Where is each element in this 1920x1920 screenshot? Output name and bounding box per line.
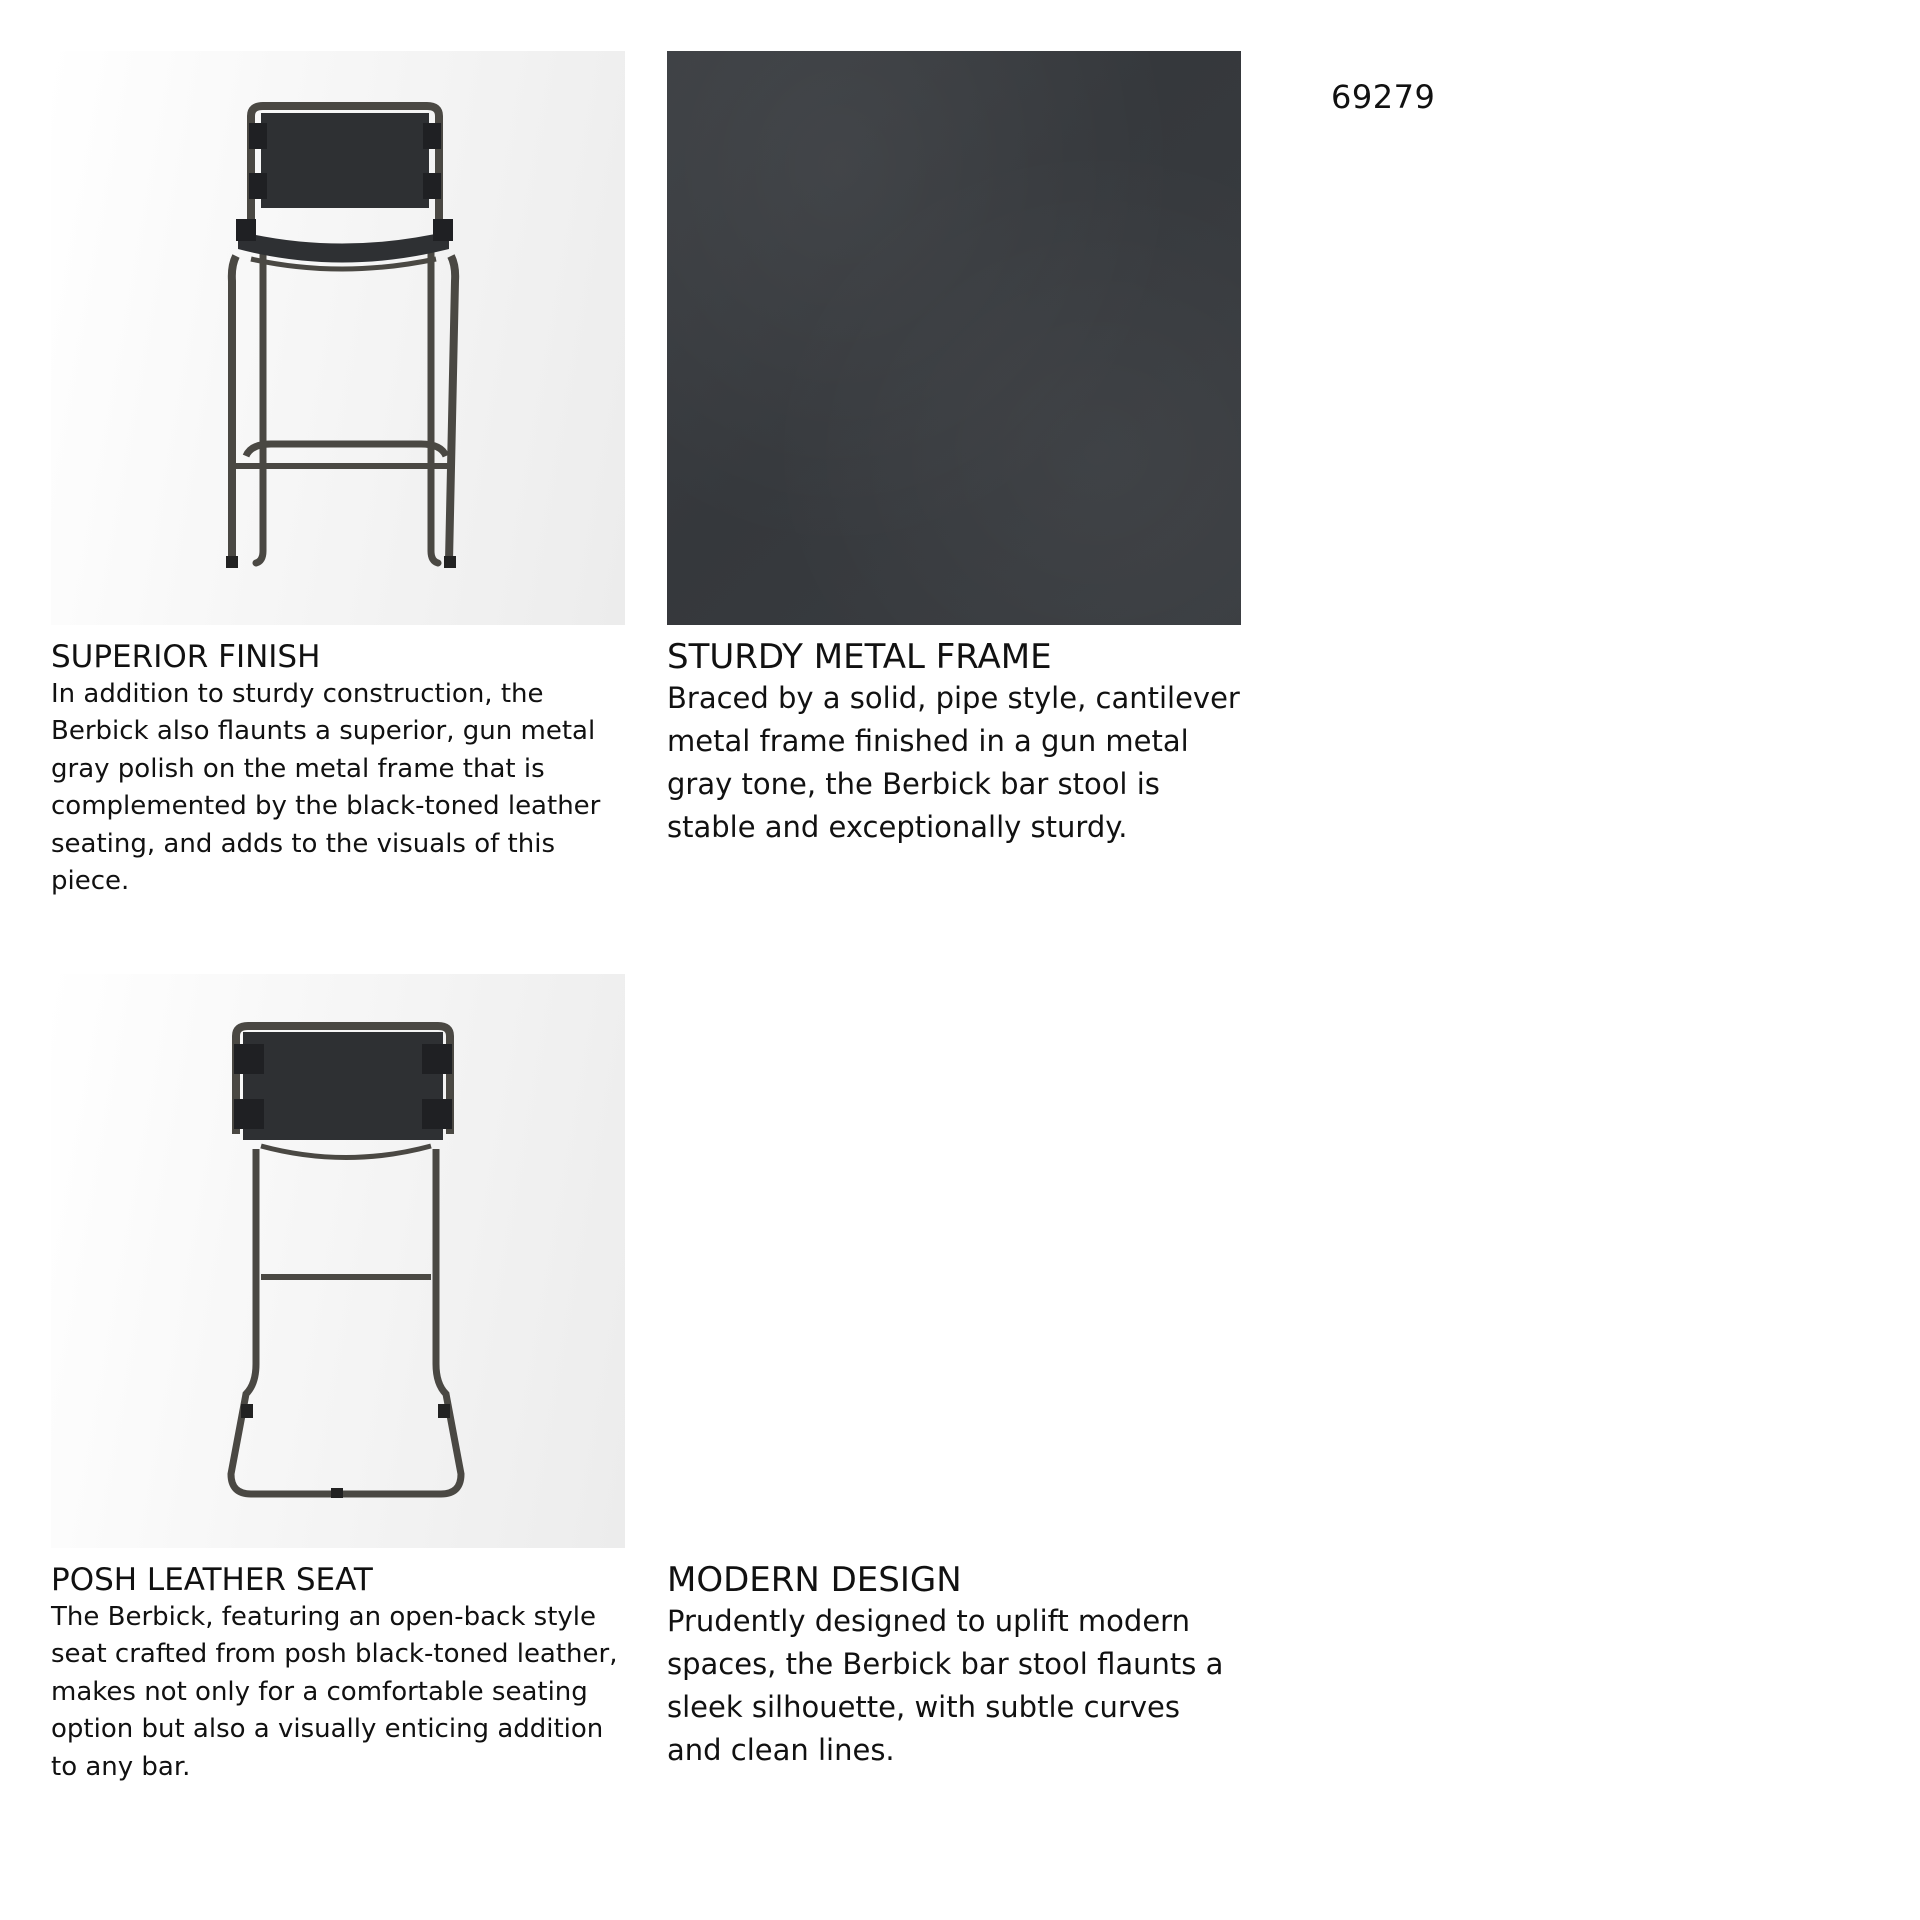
feature-description: Prudently designed to uplift modern spaces, the Berbick bar stool flaunts a sleek silhouette, with subtle curves and clean lines. xyxy=(667,1604,1224,1768)
leather-swatch-photo xyxy=(667,51,1241,625)
feature-title: STURDY METAL FRAME xyxy=(667,637,1052,677)
stool-front-illustration xyxy=(51,51,625,625)
feature-sturdy-metal-frame xyxy=(667,638,1257,849)
stool-back-illustration xyxy=(51,974,625,1548)
feature-posh-leather-seat xyxy=(51,1563,641,1786)
feature-title: POSH LEATHER SEAT xyxy=(51,1562,373,1598)
feature-superior-finish xyxy=(51,640,641,901)
stool-back-photo xyxy=(51,974,625,1548)
feature-description: In addition to sturdy construction, the Berbick also flaunts a superior, gun metal gray polish on the metal frame that is complemented by the black-toned leather seating, and adds to the visuals of this piece. xyxy=(51,678,601,897)
product-sku: 69279 xyxy=(1331,78,1436,116)
feature-modern-design xyxy=(667,1561,1257,1772)
feature-title: SUPERIOR FINISH xyxy=(51,639,321,675)
feature-description: Braced by a solid, pipe style, cantilever metal frame finished in a gun metal gray tone, the Berbick bar stool is stable and exceptionally sturdy. xyxy=(667,681,1240,845)
feature-description: The Berbick, featuring an open-back style seat crafted from posh black-toned leather, makes not only for a comfortable seating option but also a visually enticing addition to any bar. xyxy=(51,1601,618,1782)
feature-title: MODERN DESIGN xyxy=(667,1560,962,1600)
stool-front-photo xyxy=(51,51,625,625)
